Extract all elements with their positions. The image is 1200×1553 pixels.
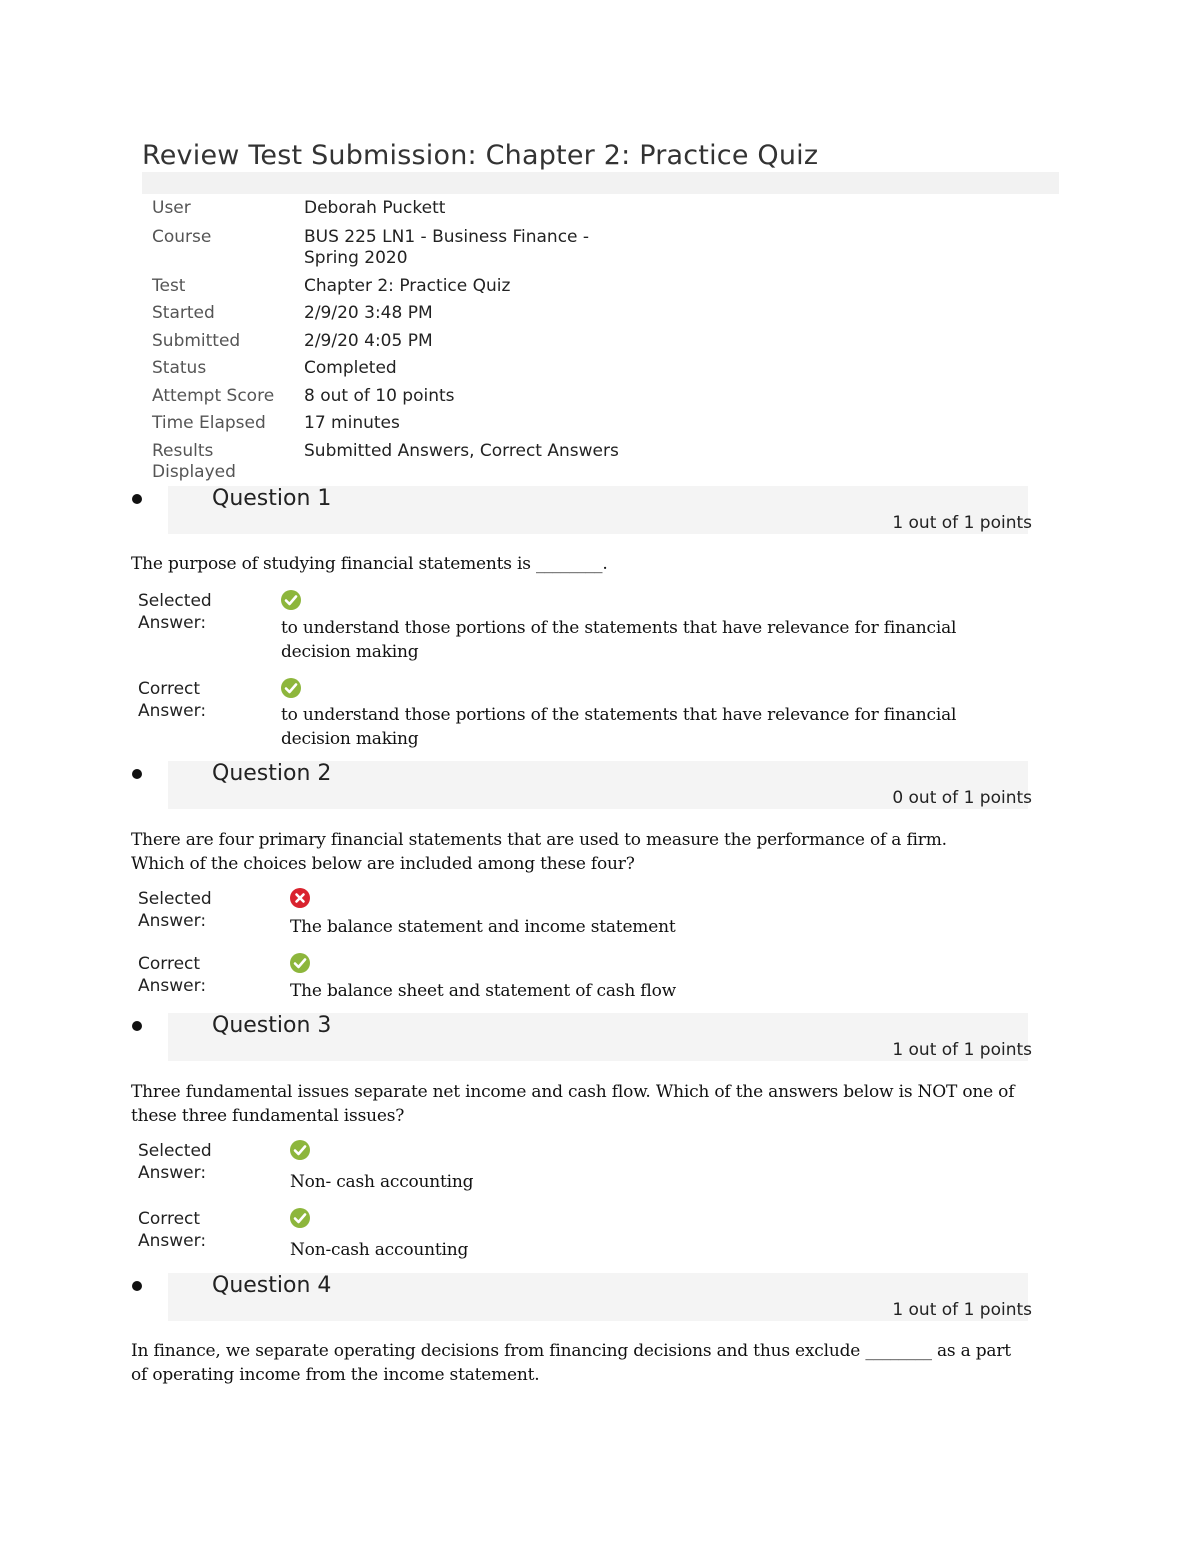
selected-answer-label: Selected Answer: bbox=[138, 591, 212, 633]
question-points: 1 out of 1 points bbox=[892, 513, 1032, 533]
page-title: Review Test Submission: Chapter 2: Practice Quiz bbox=[142, 140, 819, 171]
bullet-icon bbox=[132, 1021, 142, 1031]
selected-answer-label: Selected Answer: bbox=[138, 1141, 212, 1183]
selected-answer-text: to understand those portions of the statements that have relevance for financial decision making bbox=[281, 618, 957, 662]
summary-label: User bbox=[152, 198, 191, 218]
question-text: The purpose of studying financial statements is ________. bbox=[131, 554, 608, 574]
summary-value: 17 minutes bbox=[304, 413, 400, 433]
bullet-icon bbox=[132, 769, 142, 779]
summary-value: Deborah Puckett bbox=[304, 198, 446, 218]
question-points: 1 out of 1 points bbox=[892, 1300, 1032, 1320]
summary-label: Test bbox=[152, 276, 186, 296]
question-title: Question 4 bbox=[212, 1273, 332, 1298]
summary-value: 2/9/20 4:05 PM bbox=[304, 331, 433, 351]
correct-check-icon bbox=[290, 1208, 310, 1228]
question-title: Question 2 bbox=[212, 761, 332, 786]
correct-answer-label: Correct Answer: bbox=[138, 1209, 207, 1251]
selected-answer-text: The balance statement and income statement bbox=[290, 917, 676, 937]
summary-label: Course bbox=[152, 227, 212, 247]
summary-value: Chapter 2: Practice Quiz bbox=[304, 276, 511, 296]
correct-answer-label: Correct Answer: bbox=[138, 954, 207, 996]
question-text: In finance, we separate operating decisions from financing decisions and thus exclude ________ as a part of operating income from the income statement. bbox=[131, 1341, 1011, 1385]
question-points: 1 out of 1 points bbox=[892, 1040, 1032, 1060]
selected-answer-text: Non- cash accounting bbox=[290, 1172, 474, 1192]
correct-check-icon bbox=[290, 1140, 310, 1160]
correct-check-icon bbox=[281, 678, 301, 698]
correct-answer-text: to understand those portions of the statements that have relevance for financial decision making bbox=[281, 705, 957, 749]
question-text: There are four primary financial statements that are used to measure the performance of a firm. Which of the choices below are included among these four? bbox=[131, 830, 947, 874]
correct-answer-label: Correct Answer: bbox=[138, 679, 207, 721]
title-divider-bar bbox=[142, 172, 1059, 194]
summary-label: Time Elapsed bbox=[152, 413, 266, 433]
summary-value: 8 out of 10 points bbox=[304, 386, 455, 406]
summary-value: Completed bbox=[304, 358, 397, 378]
correct-answer-text: Non-cash accounting bbox=[290, 1240, 469, 1260]
summary-value: Submitted Answers, Correct Answers bbox=[304, 441, 619, 461]
bullet-icon bbox=[132, 1281, 142, 1291]
question-points: 0 out of 1 points bbox=[892, 788, 1032, 808]
summary-value: BUS 225 LN1 - Business Finance - Spring 2020 bbox=[304, 227, 590, 268]
question-title: Question 1 bbox=[212, 486, 332, 511]
correct-answer-text: The balance sheet and statement of cash flow bbox=[290, 981, 677, 1001]
summary-label: Attempt Score bbox=[152, 386, 275, 406]
summary-label: Submitted bbox=[152, 331, 241, 351]
question-text: Three fundamental issues separate net income and cash flow. Which of the answers below is NOT one of these three fundamental issues? bbox=[131, 1082, 1015, 1126]
selected-answer-label: Selected Answer: bbox=[138, 889, 212, 931]
incorrect-x-icon bbox=[290, 888, 310, 908]
summary-label: Status bbox=[152, 358, 207, 378]
question-title: Question 3 bbox=[212, 1013, 332, 1038]
bullet-icon bbox=[132, 494, 142, 504]
correct-check-icon bbox=[290, 953, 310, 973]
summary-label: Started bbox=[152, 303, 215, 323]
correct-check-icon bbox=[281, 590, 301, 610]
summary-value: 2/9/20 3:48 PM bbox=[304, 303, 433, 323]
summary-label: Results Displayed bbox=[152, 441, 236, 482]
